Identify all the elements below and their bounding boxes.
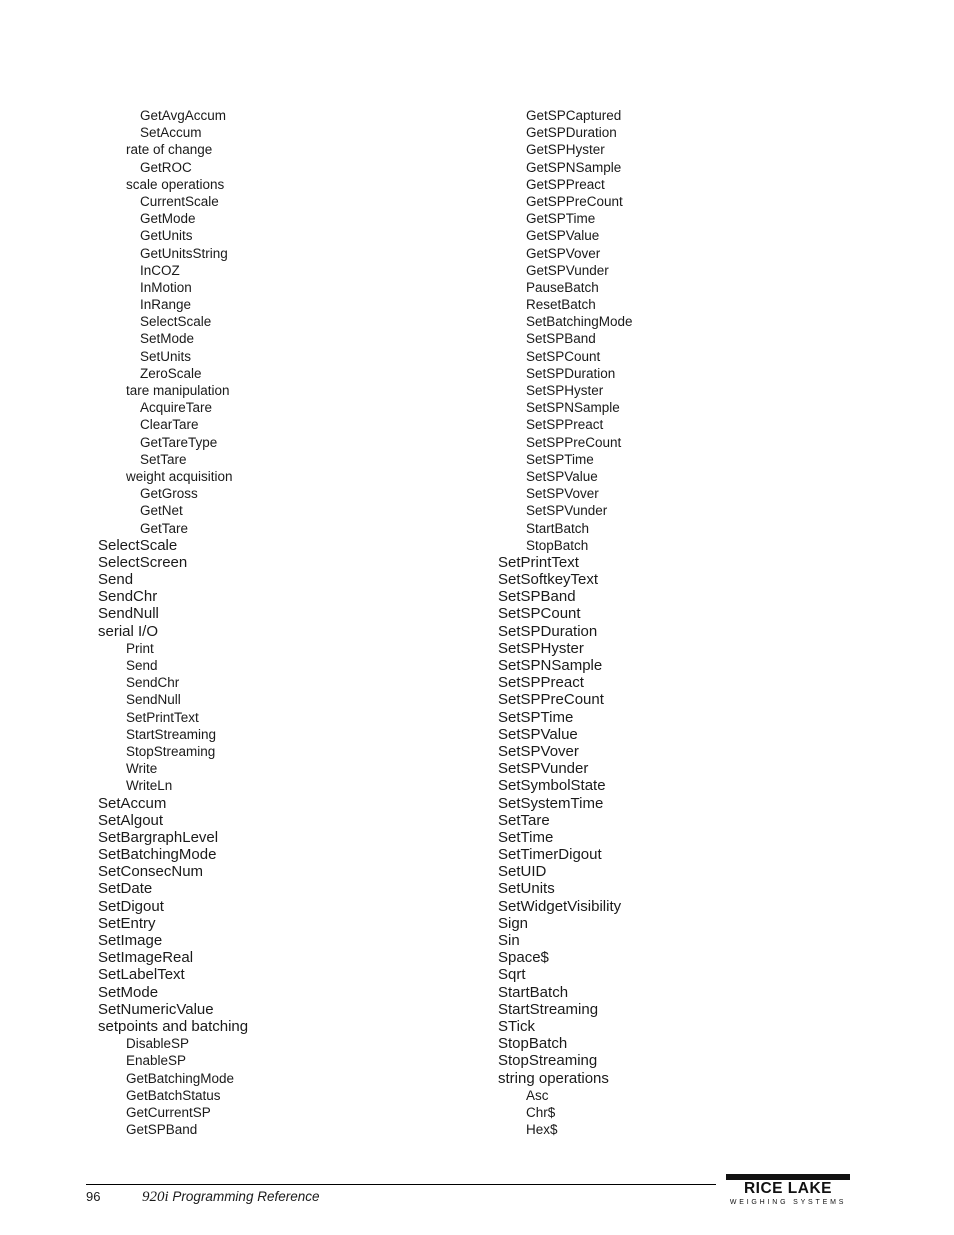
index-entry: SetUnits [498,880,555,898]
index-entry: weight acquisition [126,468,233,484]
index-entry: SelectScale [140,314,212,330]
document-title-rest: Programming Reference [168,1189,320,1204]
index-entry: SetPrintText [126,709,199,725]
index-entry: SetAlgout [98,811,164,829]
index-entry: SendNull [98,605,159,623]
index-entry: SetTare [498,811,550,829]
index-entry: PauseBatch [526,279,599,295]
index-entry: SetAccum [98,794,167,812]
index-entry: GetBatchStatus [126,1087,221,1103]
index-entry: SetSPNSample [526,400,620,416]
index-entry: SetSPPreact [526,417,604,433]
index-entry: SetSPVover [526,486,599,502]
index-entry: SetSPBand [498,588,576,606]
index-entry: Sin [498,932,520,949]
index-entry: StopBatch [498,1035,568,1053]
index-entry: CurrentScale [140,193,219,209]
index-entry: GetNet [140,503,183,519]
index-entry: GetROC [140,159,192,175]
index-entry: rate of change [126,142,213,158]
index-entry: InMotion [140,279,192,295]
index-entry: SetSPVover [498,742,579,760]
index-entry: GetCurrentSP [126,1104,211,1120]
index-entry: SetNumericValue [98,1000,214,1018]
index-entry: SetSPTime [498,708,574,726]
index-entry: Send [98,571,134,589]
index-entry: StartBatch [498,983,569,1001]
index-entry: SetConsecNum [98,863,204,881]
index-entry: SetSPVunder [526,503,608,519]
index-entry: InRange [140,297,192,313]
index-entry: GetTare [140,520,189,536]
index-entry: StartStreaming [126,726,217,742]
index-entry: SetMode [98,983,159,1001]
index-entry: SetSPVunder [498,760,589,778]
index-entry: SetSPBand [526,331,596,347]
index-entry: Print [126,640,154,656]
index-entry: SetMode [140,331,195,347]
index-entry: GetBatchingMode [126,1070,235,1086]
index-entry: Space$ [498,949,549,967]
index-entry: GetSPVunder [526,262,609,278]
index-entry: StopBatch [526,537,589,553]
index-entry: GetUnitsString [140,245,228,261]
index-entry: SetWidgetVisibility [498,897,622,915]
index-entry: SetTare [140,451,187,467]
index-entry: SetSPDuration [526,365,616,381]
index-entry: GetGross [140,486,198,502]
index-entry: string operations [498,1069,609,1087]
logo-subtitle: WEIGHING SYSTEMS [729,1199,847,1206]
index-entry: serial I/O [98,622,159,640]
index-entry: GetTareType [140,434,218,450]
index-entry: SendChr [126,675,180,691]
product-name: 920i [142,1189,169,1205]
index-entry: Sqrt [498,966,526,984]
index-entry: GetSPNSample [526,159,622,175]
index-entry: SetAccum [140,125,202,141]
index-column-left [98,107,478,1138]
index-entry: Send [126,658,158,673]
index-entry: SetSPCount [498,605,581,623]
index-entry: SetEntry [98,914,156,932]
index-entry: SetImageReal [98,949,194,967]
index-entry: SetSystemTime [498,794,604,812]
index-entry: SetPrintText [498,553,579,571]
index-entry: SetSPPreCount [526,434,622,450]
index-entry: SetImage [98,932,163,949]
index-entry: SetBargraphLevel [98,828,219,846]
page-number: 96 [86,1189,101,1204]
index-entry: GetMode [140,211,196,227]
index-entry: SetSPHyster [526,383,604,398]
index-entry: SendNull [126,692,181,708]
index-entry: SetBatchingMode [98,846,217,864]
index-entry: SetSymbolState [498,777,606,795]
index-entry: StartBatch [526,520,590,536]
index-entry: GetSPBand [126,1122,198,1138]
index-entry: SetUnits [140,348,192,364]
index-entry: GetUnits [140,228,193,244]
index-entry: SetBatchingMode [526,314,633,330]
index-entry: EnableSP [126,1053,187,1069]
index-entry: SetUID [498,863,547,881]
index-entry: setpoints and batching [98,1017,249,1035]
index-entry: DisableSP [126,1036,190,1052]
index-entry: SetTimerDigout [498,846,602,864]
index-entry: GetAvgAccum [140,108,227,123]
index-entry: GetSPCaptured [526,108,622,123]
index-entry: ResetBatch [526,297,596,313]
index-entry: STick [498,1017,535,1035]
index-entry: SetSPPreact [498,674,584,692]
index-entry: SetTime [498,828,554,846]
index-entry: Hex$ [526,1122,558,1138]
index-entry: Sign [498,914,529,932]
index-entry: InCOZ [140,262,180,278]
logo-brand: RICE LAKE [743,1180,833,1197]
index-column-right [498,107,878,1138]
index-entry: SetDigout [98,897,164,915]
index-entry: AcquireTare [140,400,213,416]
index-entry: SetSPTime [526,451,594,467]
index-entry: SetSPNSample [498,657,603,674]
index-entry: SelectScreen [98,553,188,571]
index-entry: GetSPHyster [526,142,605,158]
index-entry: StartStreaming [498,1000,599,1018]
index-entry: ClearTare [140,417,199,433]
index-entry: Write [126,761,158,777]
index-entry: SetSPValue [498,725,578,743]
index-entry: SetSPDuration [498,622,598,640]
index-entry: GetSPValue [526,228,600,244]
index-entry: GetSPPreact [526,176,605,192]
index-entry: SetDate [98,880,153,898]
index-entry: ZeroScale [140,365,202,381]
document-title [142,1188,320,1206]
index-entry: GetSPVover [526,245,601,261]
index-entry: GetSPDuration [526,125,617,141]
index-entry: SelectScale [98,536,178,554]
index-entry: SetSPValue [526,468,598,484]
index-entry: GetSPPreCount [526,193,623,209]
index-entry: SetSPCount [526,348,601,364]
index-entry: SendChr [98,588,158,606]
index-entry: Chr$ [526,1104,556,1120]
rice-lake-logo [726,1174,850,1208]
index-entry: StopStreaming [498,1052,598,1070]
footer-rule [86,1184,716,1185]
index-entry: StopStreaming [126,743,216,759]
index-entry: tare manipulation [126,383,230,398]
index-entry: SetSoftkeyText [498,571,599,589]
index-entry: Asc [526,1087,549,1103]
index-entry: SetLabelText [98,966,185,984]
index-entry: scale operations [126,176,225,192]
index-entry: WriteLn [126,778,173,794]
index-entry: SetSPHyster [498,639,584,657]
index-entry: GetSPTime [526,211,596,227]
index-entry: SetSPPreCount [498,691,604,709]
